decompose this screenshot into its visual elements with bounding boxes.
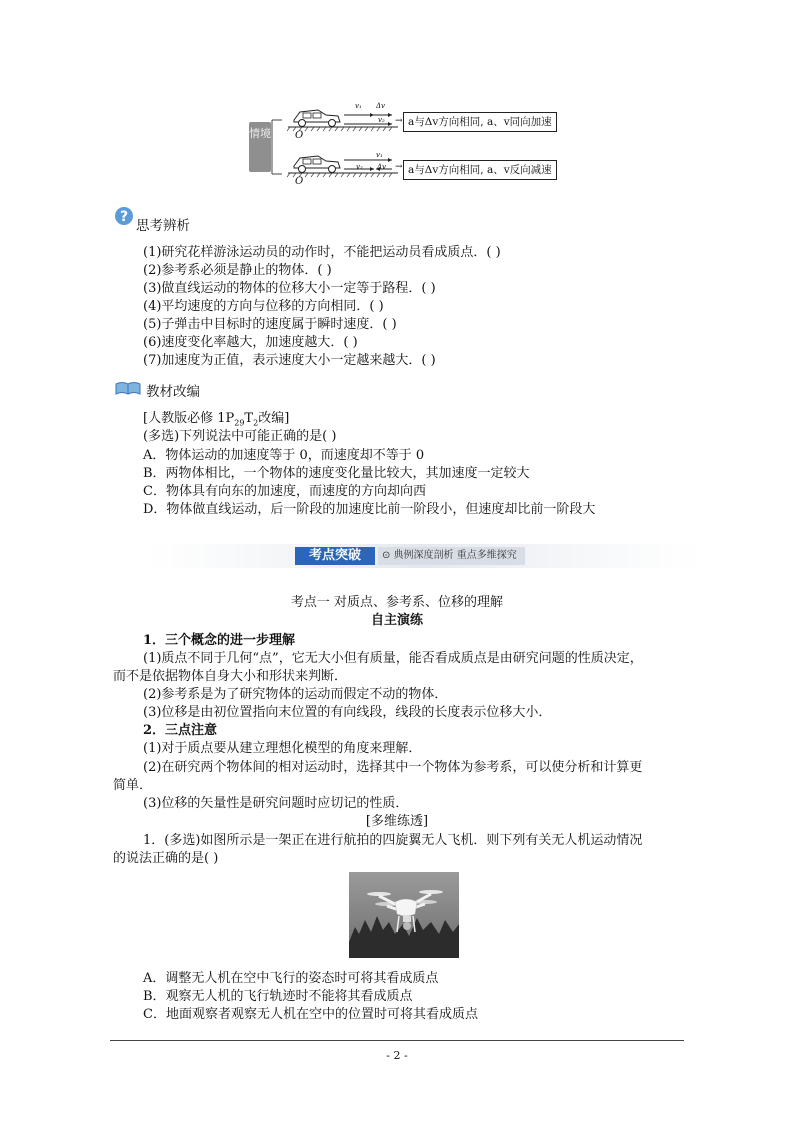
car-icon xyxy=(294,110,340,127)
exercise-question-a: 1．(多选)如图所示是一架正在进行航拍的四旋翼无人飞机．则下列有关无人机运动情况 xyxy=(143,833,643,848)
banner-subtitle: ⊙ 典例深度剖析 重点多维探究 xyxy=(378,547,525,565)
heading-three-concepts: 1．三个概念的进一步理解 xyxy=(143,633,296,648)
svg-text:?: ? xyxy=(119,209,129,225)
note-2a: (2)在研究两个物体间的相对运动时，选择其中一个物体为参考系，可以使分析和计算更 xyxy=(143,760,643,775)
section-banner xyxy=(142,540,702,572)
note-3: (3)位移的矢量性是研究问题时应切记的性质． xyxy=(143,796,409,811)
section-subtitle: 自主演练 xyxy=(370,613,423,628)
exercise-option-a: A．调整无人机在空中飞行的姿态时可将其看成质点 xyxy=(143,971,439,986)
think-item-4: (4)平均速度的方向与位移的方向相同．( ) xyxy=(143,299,384,314)
textbook-question: (多选)下列说法中可能正确的是( ) xyxy=(143,429,337,444)
para-1b: 而不是依据物体自身大小和形状来判断． xyxy=(113,669,348,684)
think-item-2: (2)参考系必须是静止的物体．( ) xyxy=(143,263,332,278)
dv-label: Δv xyxy=(377,163,387,171)
think-item-3: (3)做直线运动的物体的位移大小一定等于路程．( ) xyxy=(143,281,436,296)
para-1a: (1)质点不同于几何“点”，它无大小但有质量，能否看成质点是由研究问题的性质决定， xyxy=(143,651,643,666)
note-1: (1)对于质点要从建立理想化模型的角度来理解． xyxy=(143,741,422,756)
note-2b: 简单． xyxy=(113,778,153,793)
arrow-glyph: → xyxy=(395,162,403,172)
banner-tag: 考点突破 xyxy=(295,547,375,565)
car-diagram-figure xyxy=(268,104,408,196)
textbook-source: [人教版必修 $1P_{29}T_2$改编] xyxy=(143,411,290,428)
para-3: (3)位移是由初位置指向末位置的有向线段，线段的长度表示位移大小． xyxy=(143,705,552,720)
question-mark-icon xyxy=(114,206,134,226)
origin-label-2: O xyxy=(295,176,304,187)
textbook-option-b: B．两物体相比，一个物体的速度变化量比较大，其加速度一定较大 xyxy=(143,466,530,481)
exercise-option-b: B．观察无人机的飞行轨迹时不能将其看成质点 xyxy=(143,989,413,1004)
case1-label: a与Δv方向相同, a、v同向加速 xyxy=(403,112,557,132)
page-number: - 2 - xyxy=(386,1049,408,1062)
practice-heading: [多维练透] xyxy=(365,814,429,829)
textbook-option-c: C．物体具有向东的加速度，而速度的方向却向西 xyxy=(143,484,426,499)
think-item-7: (7)加速度为正值，表示速度大小一定越来越大．( ) xyxy=(143,353,436,368)
dv-label: Δv xyxy=(376,102,386,110)
footer-divider xyxy=(110,1040,684,1041)
textbook-heading: 教材改编 xyxy=(146,384,200,400)
exercise-question-b: 的说法正确的是( ) xyxy=(113,851,219,866)
car-icon xyxy=(294,156,340,173)
v2-label: v₂ xyxy=(356,163,363,171)
drone-photo xyxy=(349,872,459,958)
para-2: (2)参考系是为了研究物体的运动而假定不动的物体． xyxy=(143,687,448,702)
think-heading: 思考辨析 xyxy=(136,218,190,234)
origin-label-1: O xyxy=(295,130,304,141)
think-item-6: (6)速度变化率越大，加速度越大．( ) xyxy=(143,335,358,350)
textbook-option-a: A．物体运动的加速度等于 0，而速度却不等于 0 xyxy=(143,448,425,463)
v1-label: v₁ xyxy=(376,151,383,159)
case2-label: a与Δv方向相同, a、v反向减速 xyxy=(403,160,557,180)
heading-three-notes: 2．三点注意 xyxy=(143,723,218,738)
think-item-5: (5)子弹击中目标时的速度属于瞬时速度．( ) xyxy=(143,317,397,332)
think-item-1: (1)研究花样游泳运动员的动作时，不能把运动员看成质点．( ) xyxy=(143,245,501,260)
open-book-icon xyxy=(114,380,142,396)
exercise-option-c: C．地面观察者观察无人机在空中的位置时可将其看成质点 xyxy=(143,1007,478,1022)
v1-label: v₁ xyxy=(355,102,362,110)
section-title: 考点一 对质点、参考系、位移的理解 xyxy=(290,595,504,610)
scenario-side-label: 情境 xyxy=(249,122,271,172)
textbook-option-d: D．物体做直线运动，后一阶段的加速度比前一阶段小，但速度却比前一阶段大 xyxy=(143,502,596,517)
v2-label: v₂ xyxy=(378,116,385,124)
arrow-glyph: → xyxy=(395,116,403,126)
